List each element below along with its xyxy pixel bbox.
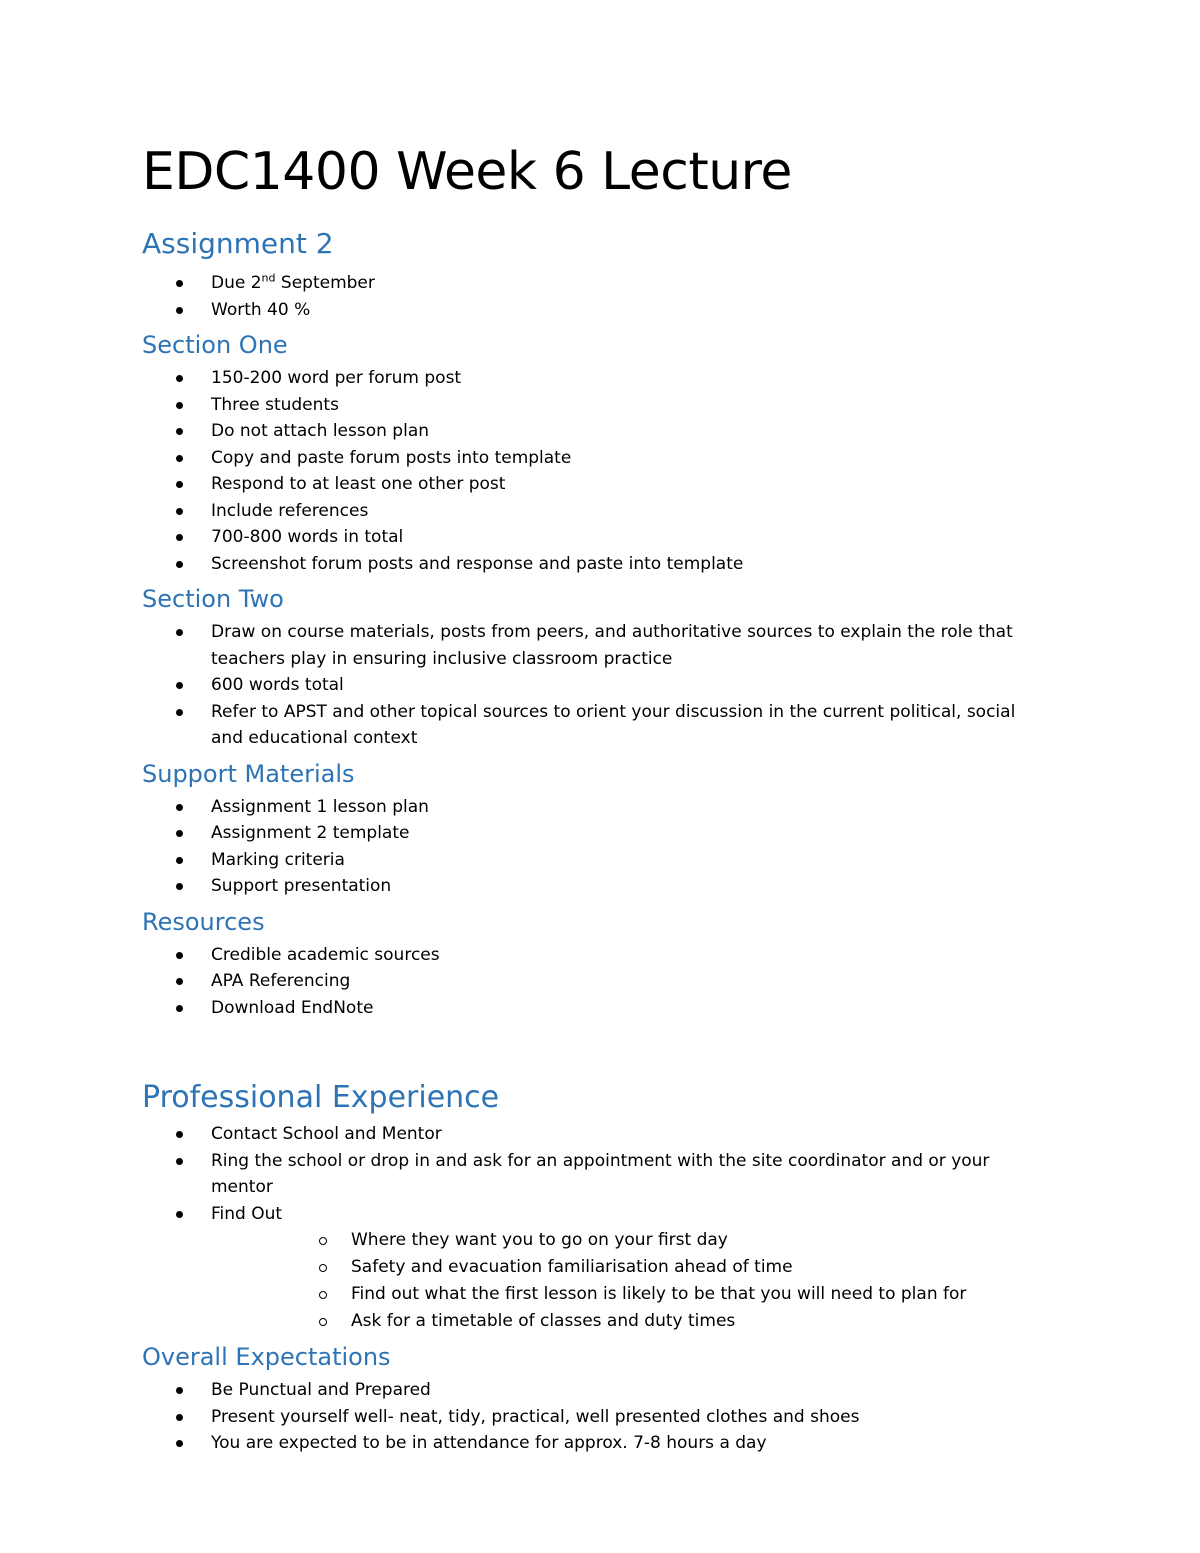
bullet-icon	[176, 561, 183, 568]
list-item	[142, 392, 1042, 419]
list-item-text: Three students	[211, 394, 339, 415]
bullet-icon	[176, 1131, 183, 1138]
list-item	[142, 445, 1042, 472]
list-item	[142, 820, 1042, 847]
heading-support-materials: Support Materials	[142, 759, 355, 788]
list-item-text: Assignment 2 template	[211, 823, 410, 843]
bullet-icon	[176, 428, 183, 435]
bullet-icon	[176, 709, 183, 716]
bullet-icon	[176, 857, 183, 864]
list-item	[142, 1121, 1042, 1148]
list-item	[142, 995, 1042, 1022]
bullet-icon	[176, 682, 183, 689]
circle-bullet-icon	[319, 1237, 327, 1245]
bullet-icon	[176, 508, 183, 515]
sublist-item	[211, 1254, 1042, 1281]
due-superscript: nd	[261, 271, 276, 285]
circle-bullet-icon	[319, 1318, 327, 1326]
list-item	[142, 1404, 1042, 1431]
bullet-icon	[176, 534, 183, 541]
list-item-text: Support presentation	[211, 876, 392, 896]
list-item-text: Credible academic sources	[211, 944, 440, 965]
section-two-list	[142, 619, 1042, 752]
list-item	[142, 498, 1042, 525]
list-item-text: Be Punctual and Prepared	[211, 1380, 431, 1400]
document-title: EDC1400 Week 6 Lecture	[142, 142, 792, 202]
sublist-item-text: Find out what the first lesson is likely to be that you will need to plan for	[351, 1284, 967, 1304]
list-item-text: 700-800 words in total	[211, 527, 404, 547]
sublist-item	[211, 1227, 1042, 1254]
support-materials-list	[142, 794, 1042, 900]
list-item	[142, 794, 1042, 821]
overall-expectations-list	[142, 1377, 1042, 1457]
list-item	[142, 1148, 1042, 1201]
heading-professional-experience: Professional Experience	[142, 1080, 500, 1115]
list-item	[142, 942, 1042, 969]
bullet-icon	[176, 830, 183, 837]
bullet-icon	[176, 307, 183, 314]
bullet-icon	[176, 1414, 183, 1421]
due-prefix: Due 2	[211, 273, 262, 293]
list-item	[142, 619, 1042, 672]
list-item-text: 600 words total	[211, 675, 344, 695]
bullet-icon	[176, 952, 183, 959]
bullet-icon	[176, 280, 183, 287]
list-item	[142, 1201, 1042, 1336]
list-item	[142, 551, 1042, 578]
heading-section-two: Section Two	[142, 585, 284, 613]
list-item	[142, 873, 1042, 900]
list-item	[142, 418, 1042, 445]
list-item-text: Present yourself well- neat, tidy, practical, well presented clothes and shoes	[211, 1406, 860, 1427]
bullet-icon	[176, 629, 183, 636]
list-item-text: Marking criteria	[211, 849, 345, 870]
bullet-icon	[176, 1005, 183, 1012]
bullet-icon	[176, 883, 183, 890]
list-item	[142, 699, 1042, 752]
list-item	[142, 270, 1042, 297]
bullet-icon	[176, 455, 183, 462]
bullet-icon	[176, 375, 183, 382]
worth-text: Worth 40 %	[211, 299, 311, 320]
circle-bullet-icon	[319, 1264, 327, 1272]
circle-bullet-icon	[319, 1291, 327, 1299]
list-item	[142, 1377, 1042, 1404]
list-item	[142, 524, 1042, 551]
document-page	[142, 140, 1042, 1457]
section-one-list	[142, 365, 1042, 577]
assignment-2-list	[142, 270, 1042, 323]
bullet-icon	[176, 1158, 183, 1165]
list-item-text: Download EndNote	[211, 997, 374, 1018]
list-item-text: Do not attach lesson plan	[211, 421, 430, 441]
list-item-text: Ring the school or drop in and ask for an appointment with the site coordinator and or your mentor	[211, 1150, 990, 1197]
list-item	[142, 672, 1042, 699]
sublist-item-text: Ask for a timetable of classes and duty times	[351, 1311, 736, 1331]
list-item-text: Respond to at least one other post	[211, 474, 506, 494]
sublist-item-text: Safety and evacuation familiarisation ahead of time	[351, 1257, 793, 1277]
list-item-text: APA Referencing	[211, 971, 351, 991]
list-item	[142, 1430, 1042, 1457]
heading-assignment-2: Assignment 2	[142, 227, 334, 260]
sublist-item-text: Where they want you to go on your first day	[351, 1230, 728, 1250]
sublist-item	[211, 1308, 1042, 1335]
bullet-icon	[176, 1387, 183, 1394]
list-item	[142, 847, 1042, 874]
professional-experience-list	[142, 1121, 1042, 1335]
heading-overall-expectations: Overall Expectations	[142, 1343, 391, 1371]
list-item-text: You are expected to be in attendance for approx. 7-8 hours a day	[211, 1433, 767, 1453]
list-item	[142, 471, 1042, 498]
list-item-text: Refer to APST and other topical sources to orient your discussion in the current political, social and educational context	[211, 701, 1016, 748]
list-item-text: Screenshot forum posts and response and paste into template	[211, 553, 744, 574]
bullet-icon	[176, 402, 183, 409]
list-item	[142, 968, 1042, 995]
bullet-icon	[176, 481, 183, 488]
list-item-text: Assignment 1 lesson plan	[211, 796, 429, 817]
resources-list	[142, 942, 1042, 1022]
sublist-item	[211, 1281, 1042, 1308]
list-item-text: Contact School and Mentor	[211, 1124, 442, 1144]
find-out-sublist	[211, 1227, 1042, 1335]
list-item	[142, 297, 1042, 324]
heading-resources: Resources	[142, 907, 265, 936]
list-item	[142, 365, 1042, 392]
due-suffix: September	[275, 273, 375, 293]
list-item-text: Include references	[211, 500, 369, 521]
list-item-text: Find Out	[211, 1203, 283, 1224]
list-item-text: 150-200 word per forum post	[211, 368, 462, 388]
list-item-text: Copy and paste forum posts into template	[211, 447, 572, 468]
list-item-text: Draw on course materials, posts from peers, and authoritative sources to explain the role that teachers play in ensuring inclusive classroom practice	[211, 622, 1013, 669]
heading-section-one: Section One	[142, 331, 288, 359]
bullet-icon	[176, 1440, 183, 1447]
bullet-icon	[176, 978, 183, 985]
bullet-icon	[176, 804, 183, 811]
bullet-icon	[176, 1211, 183, 1218]
